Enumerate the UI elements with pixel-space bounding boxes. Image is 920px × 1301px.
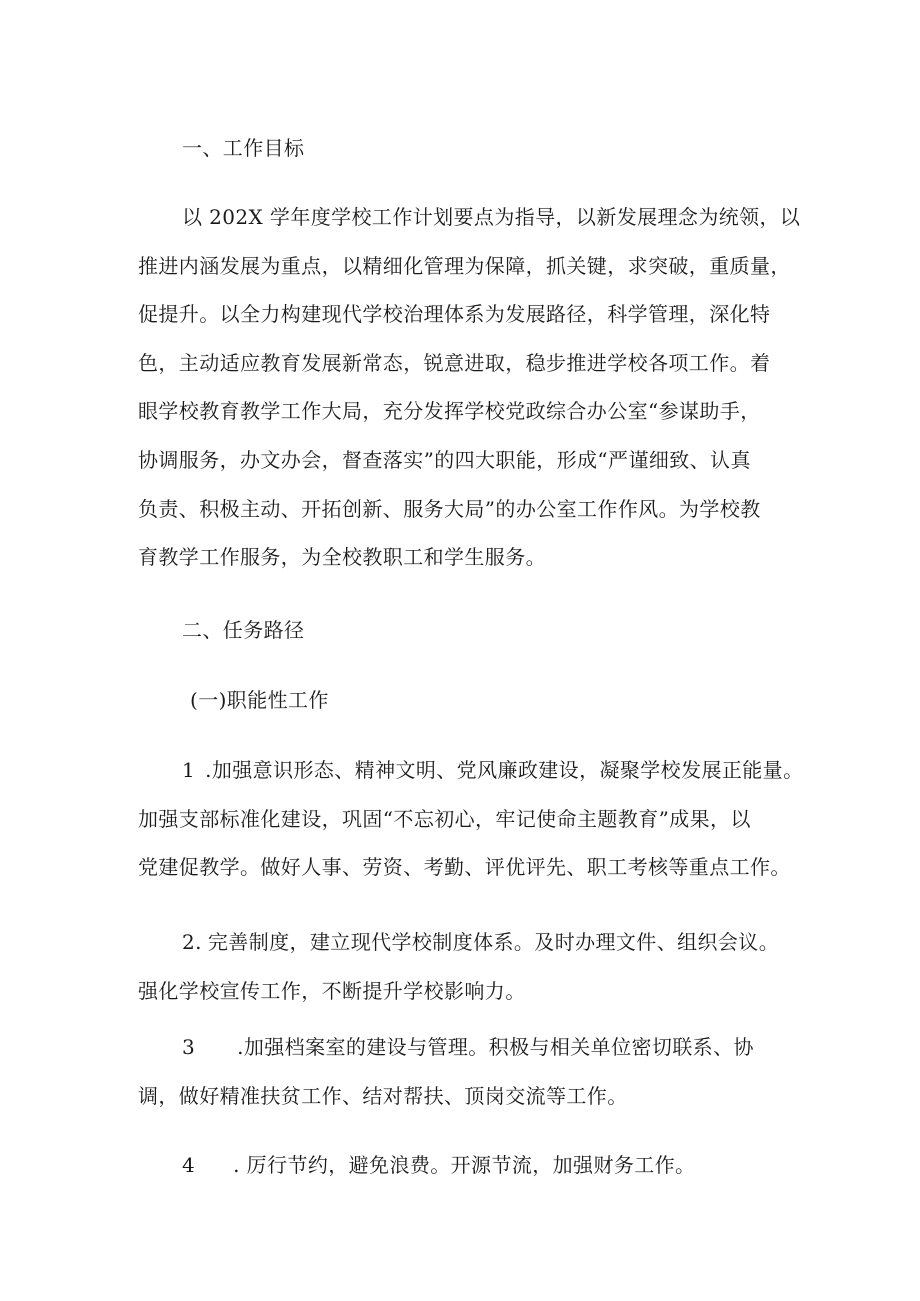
paragraph-line: 推进内涵发展为重点，以精细化管理为保障，抓关键，求突破，重质量，: [138, 253, 791, 278]
item-text: 调，做好精准扶贫工作、结对帮扶、顶岗交流等工作。: [138, 1083, 628, 1108]
paragraph-line: 协调服务，办文办会，督查落实”的四大职能，形成“严谨细致、认真: [138, 447, 751, 472]
item-text: .加强档案室的建设与管理。积极与相关单位密切联系、协: [237, 1035, 754, 1059]
goals-paragraph: [138, 193, 800, 582]
item-number: 2.: [182, 930, 202, 954]
heading-task-path: [182, 606, 304, 655]
item-number: 1: [182, 758, 196, 782]
heading-text: 一、工作目标: [182, 136, 305, 160]
subheading-text: (一)职能性工作: [190, 688, 329, 712]
paragraph-line: 以 202X 学年度学校工作计划要点为指导，以新发展理念为统领，以: [182, 205, 801, 229]
heading-work-goals: [182, 124, 304, 173]
list-item-1: [138, 746, 803, 892]
list-item-3: [138, 1023, 754, 1120]
item-number: 3: [182, 1035, 196, 1059]
paragraph-line: 负责、积极主动、开拓创新、服务大局”的办公室工作作风。为学校教: [138, 496, 761, 521]
paragraph-line: 促提升。以全力构建现代学校治理体系为发展路径，科学管理，深化特: [138, 302, 771, 327]
heading-text: 二、任务路径: [182, 618, 305, 642]
item-text: 完善制度，建立现代学校制度体系。及时办理文件、组织会议。: [207, 930, 780, 954]
paragraph-line: 色，主动适应教育发展新常态，锐意进取，稳步推进学校各项工作。着: [138, 350, 771, 375]
list-item-4: [138, 1141, 695, 1190]
paragraph-line: 育教学工作服务，为全校教职工和学生服务。: [138, 545, 546, 570]
item-text: 党建促教学。做好人事、劳资、考勤、评优评先、职工考核等重点工作。: [138, 855, 791, 880]
item-text: .加强意识形态、精神文明、党风廉政建设，凝聚学校发展正能量。: [205, 758, 804, 782]
paragraph-line: 眼学校教育教学工作大局，充分发挥学校党政综合办公室“参谋助手，: [138, 399, 761, 424]
item-text: 加强支部标准化建设，巩固“不忘初心，牢记使命主题教育”成果，以: [138, 806, 751, 831]
item-number: 4: [182, 1153, 196, 1177]
item-text: . 厉行节约，避免浪费。开源节流，加强财务工作。: [233, 1153, 696, 1177]
list-item-2: [138, 918, 779, 1015]
item-text: 强化学校宣传工作，不断提升学校影响力。: [138, 978, 526, 1003]
subheading-functional-work: [190, 676, 329, 725]
